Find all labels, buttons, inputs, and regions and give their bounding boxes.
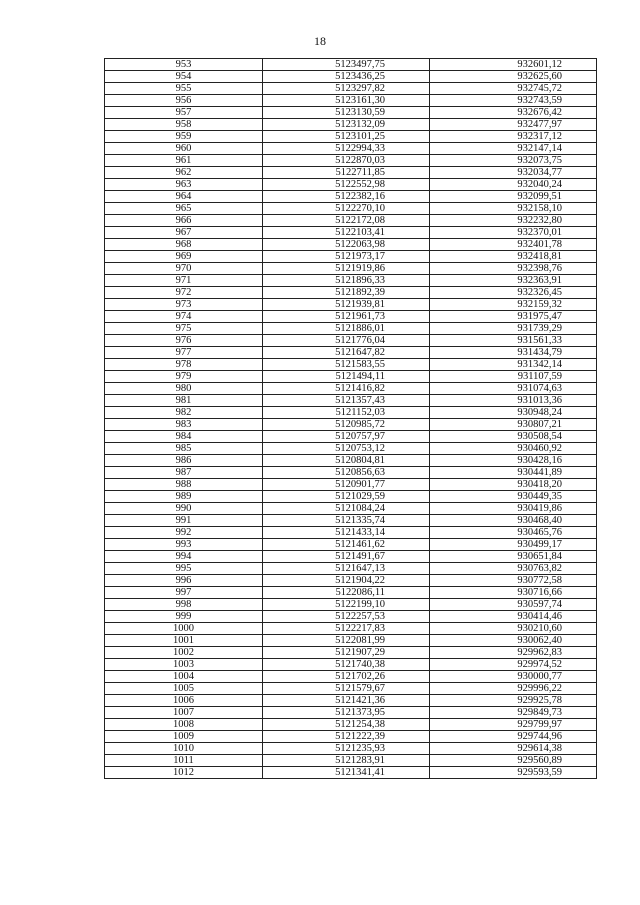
table-row (105, 707, 597, 719)
point-number-cell: 988 (105, 479, 263, 491)
table-row (105, 611, 597, 623)
y-coordinate-cell: 931107,59 (430, 371, 597, 383)
y-coordinate-cell: 930414,46 (430, 611, 597, 623)
x-coordinate-cell: 5121491,67 (263, 551, 430, 563)
point-number-cell: 987 (105, 467, 263, 479)
y-coordinate-cell: 932363,91 (430, 275, 597, 287)
point-number-cell: 980 (105, 383, 263, 395)
y-coordinate-cell: 930418,20 (430, 479, 597, 491)
x-coordinate-cell: 5121904,22 (263, 575, 430, 587)
y-coordinate-cell: 931013,36 (430, 395, 597, 407)
point-number-cell: 998 (105, 599, 263, 611)
y-coordinate-cell: 929614,38 (430, 743, 597, 755)
x-coordinate-cell: 5121647,82 (263, 347, 430, 359)
x-coordinate-cell: 5121776,04 (263, 335, 430, 347)
table-row (105, 431, 597, 443)
y-coordinate-cell: 929996,22 (430, 683, 597, 695)
y-coordinate-cell: 929593,59 (430, 767, 597, 779)
table-row (105, 575, 597, 587)
y-coordinate-cell: 930441,89 (430, 467, 597, 479)
point-number-cell: 975 (105, 323, 263, 335)
point-number-cell: 965 (105, 203, 263, 215)
x-coordinate-cell: 5121152,03 (263, 407, 430, 419)
table-row (105, 71, 597, 83)
y-coordinate-cell: 932743,59 (430, 95, 597, 107)
table-row (105, 719, 597, 731)
x-coordinate-cell: 5123101,25 (263, 131, 430, 143)
y-coordinate-cell: 932370,01 (430, 227, 597, 239)
point-number-cell: 974 (105, 311, 263, 323)
table-row (105, 455, 597, 467)
point-number-cell: 977 (105, 347, 263, 359)
table-row (105, 731, 597, 743)
point-number-cell: 1005 (105, 683, 263, 695)
point-number-cell: 1001 (105, 635, 263, 647)
x-coordinate-cell: 5122552,98 (263, 179, 430, 191)
point-number-cell: 997 (105, 587, 263, 599)
y-coordinate-cell: 930499,17 (430, 539, 597, 551)
y-coordinate-cell: 932073,75 (430, 155, 597, 167)
y-coordinate-cell: 930763,82 (430, 563, 597, 575)
table-row (105, 443, 597, 455)
y-coordinate-cell: 931739,29 (430, 323, 597, 335)
table-row (105, 179, 597, 191)
table-row (105, 371, 597, 383)
table-row (105, 59, 597, 71)
y-coordinate-cell: 930716,66 (430, 587, 597, 599)
x-coordinate-cell: 5121335,74 (263, 515, 430, 527)
point-number-cell: 985 (105, 443, 263, 455)
table-row (105, 695, 597, 707)
point-number-cell: 960 (105, 143, 263, 155)
point-number-cell: 973 (105, 299, 263, 311)
table-row (105, 359, 597, 371)
point-number-cell: 1007 (105, 707, 263, 719)
point-number-cell: 995 (105, 563, 263, 575)
point-number-cell: 967 (105, 227, 263, 239)
x-coordinate-cell: 5123297,82 (263, 83, 430, 95)
y-coordinate-cell: 931074,63 (430, 383, 597, 395)
coordinates-table (104, 58, 597, 779)
point-number-cell: 1003 (105, 659, 263, 671)
point-number-cell: 969 (105, 251, 263, 263)
table-row (105, 275, 597, 287)
x-coordinate-cell: 5122217,83 (263, 623, 430, 635)
point-number-cell: 958 (105, 119, 263, 131)
y-coordinate-cell: 932232,80 (430, 215, 597, 227)
point-number-cell: 982 (105, 407, 263, 419)
table-row (105, 203, 597, 215)
y-coordinate-cell: 932477,97 (430, 119, 597, 131)
x-coordinate-cell: 5121433,14 (263, 527, 430, 539)
x-coordinate-cell: 5121421,36 (263, 695, 430, 707)
point-number-cell: 971 (105, 275, 263, 287)
point-number-cell: 1002 (105, 647, 263, 659)
x-coordinate-cell: 5121961,73 (263, 311, 430, 323)
y-coordinate-cell: 929849,73 (430, 707, 597, 719)
table-row (105, 251, 597, 263)
point-number-cell: 989 (105, 491, 263, 503)
y-coordinate-cell: 932099,51 (430, 191, 597, 203)
table-row (105, 539, 597, 551)
table-row (105, 323, 597, 335)
y-coordinate-cell: 930000,77 (430, 671, 597, 683)
y-coordinate-cell: 929560,89 (430, 755, 597, 767)
x-coordinate-cell: 5121907,29 (263, 647, 430, 659)
x-coordinate-cell: 5121254,38 (263, 719, 430, 731)
y-coordinate-cell: 931434,79 (430, 347, 597, 359)
table-row (105, 503, 597, 515)
point-number-cell: 972 (105, 287, 263, 299)
point-number-cell: 976 (105, 335, 263, 347)
x-coordinate-cell: 5121973,17 (263, 251, 430, 263)
y-coordinate-cell: 930428,16 (430, 455, 597, 467)
y-coordinate-cell: 930210,60 (430, 623, 597, 635)
x-coordinate-cell: 5122870,03 (263, 155, 430, 167)
y-coordinate-cell: 932326,45 (430, 287, 597, 299)
point-number-cell: 956 (105, 95, 263, 107)
y-coordinate-cell: 932398,76 (430, 263, 597, 275)
point-number-cell: 968 (105, 239, 263, 251)
y-coordinate-cell: 929925,78 (430, 695, 597, 707)
y-coordinate-cell: 930465,76 (430, 527, 597, 539)
point-number-cell: 954 (105, 71, 263, 83)
point-number-cell: 953 (105, 59, 263, 71)
x-coordinate-cell: 5121939,81 (263, 299, 430, 311)
point-number-cell: 964 (105, 191, 263, 203)
table-row (105, 131, 597, 143)
table-row (105, 515, 597, 527)
x-coordinate-cell: 5122103,41 (263, 227, 430, 239)
table-row (105, 551, 597, 563)
x-coordinate-cell: 5121919,86 (263, 263, 430, 275)
x-coordinate-cell: 5122081,99 (263, 635, 430, 647)
y-coordinate-cell: 930449,35 (430, 491, 597, 503)
x-coordinate-cell: 5121084,24 (263, 503, 430, 515)
y-coordinate-cell: 932601,12 (430, 59, 597, 71)
point-number-cell: 957 (105, 107, 263, 119)
y-coordinate-cell: 931975,47 (430, 311, 597, 323)
table-row (105, 683, 597, 695)
x-coordinate-cell: 5121647,13 (263, 563, 430, 575)
y-coordinate-cell: 931561,33 (430, 335, 597, 347)
point-number-cell: 963 (105, 179, 263, 191)
y-coordinate-cell: 932159,32 (430, 299, 597, 311)
table-row (105, 227, 597, 239)
point-number-cell: 1000 (105, 623, 263, 635)
y-coordinate-cell: 930948,24 (430, 407, 597, 419)
table-row (105, 743, 597, 755)
x-coordinate-cell: 5122257,53 (263, 611, 430, 623)
y-coordinate-cell: 929962,83 (430, 647, 597, 659)
x-coordinate-cell: 5123132,09 (263, 119, 430, 131)
table-row (105, 563, 597, 575)
y-coordinate-cell: 930062,40 (430, 635, 597, 647)
y-coordinate-cell: 929974,52 (430, 659, 597, 671)
x-coordinate-cell: 5122086,11 (263, 587, 430, 599)
y-coordinate-cell: 932401,78 (430, 239, 597, 251)
y-coordinate-cell: 929744,96 (430, 731, 597, 743)
table-row (105, 335, 597, 347)
page-number: 18 (314, 34, 326, 48)
point-number-cell: 981 (105, 395, 263, 407)
x-coordinate-cell: 5121886,01 (263, 323, 430, 335)
table-row (105, 215, 597, 227)
point-number-cell: 1012 (105, 767, 263, 779)
x-coordinate-cell: 5121583,55 (263, 359, 430, 371)
point-number-cell: 1006 (105, 695, 263, 707)
x-coordinate-cell: 5121702,26 (263, 671, 430, 683)
coordinates-table-body (105, 59, 597, 779)
point-number-cell: 983 (105, 419, 263, 431)
point-number-cell: 992 (105, 527, 263, 539)
x-coordinate-cell: 5123436,25 (263, 71, 430, 83)
point-number-cell: 978 (105, 359, 263, 371)
x-coordinate-cell: 5122172,08 (263, 215, 430, 227)
table-row (105, 647, 597, 659)
x-coordinate-cell: 5122994,33 (263, 143, 430, 155)
y-coordinate-cell: 930597,74 (430, 599, 597, 611)
table-row (105, 143, 597, 155)
table-row (105, 263, 597, 275)
table-row (105, 407, 597, 419)
y-coordinate-cell: 932034,77 (430, 167, 597, 179)
table-row (105, 491, 597, 503)
table-row (105, 383, 597, 395)
y-coordinate-cell: 930807,21 (430, 419, 597, 431)
y-coordinate-cell: 931342,14 (430, 359, 597, 371)
x-coordinate-cell: 5123497,75 (263, 59, 430, 71)
x-coordinate-cell: 5121235,93 (263, 743, 430, 755)
point-number-cell: 970 (105, 263, 263, 275)
y-coordinate-cell: 930419,86 (430, 503, 597, 515)
table-row (105, 167, 597, 179)
point-number-cell: 959 (105, 131, 263, 143)
table-row (105, 119, 597, 131)
x-coordinate-cell: 5121579,67 (263, 683, 430, 695)
x-coordinate-cell: 5121222,39 (263, 731, 430, 743)
point-number-cell: 962 (105, 167, 263, 179)
table-row (105, 767, 597, 779)
x-coordinate-cell: 5121373,95 (263, 707, 430, 719)
table-row (105, 347, 597, 359)
x-coordinate-cell: 5121357,43 (263, 395, 430, 407)
y-coordinate-cell: 932418,81 (430, 251, 597, 263)
table-row (105, 599, 597, 611)
x-coordinate-cell: 5121029,59 (263, 491, 430, 503)
table-row (105, 755, 597, 767)
x-coordinate-cell: 5121896,33 (263, 275, 430, 287)
y-coordinate-cell: 932158,10 (430, 203, 597, 215)
table-row (105, 311, 597, 323)
table-row (105, 107, 597, 119)
table-row (105, 671, 597, 683)
x-coordinate-cell: 5121341,41 (263, 767, 430, 779)
x-coordinate-cell: 5123161,30 (263, 95, 430, 107)
point-number-cell: 961 (105, 155, 263, 167)
x-coordinate-cell: 5122270,10 (263, 203, 430, 215)
point-number-cell: 993 (105, 539, 263, 551)
table-row (105, 239, 597, 251)
y-coordinate-cell: 930651,84 (430, 551, 597, 563)
point-number-cell: 986 (105, 455, 263, 467)
table-row (105, 479, 597, 491)
point-number-cell: 990 (105, 503, 263, 515)
table-row (105, 299, 597, 311)
point-number-cell: 999 (105, 611, 263, 623)
table-row (105, 635, 597, 647)
point-number-cell: 979 (105, 371, 263, 383)
y-coordinate-cell: 932317,12 (430, 131, 597, 143)
y-coordinate-cell: 932040,24 (430, 179, 597, 191)
y-coordinate-cell: 930508,54 (430, 431, 597, 443)
x-coordinate-cell: 5120856,63 (263, 467, 430, 479)
table-row (105, 83, 597, 95)
point-number-cell: 994 (105, 551, 263, 563)
table-row (105, 623, 597, 635)
x-coordinate-cell: 5121416,82 (263, 383, 430, 395)
table-row (105, 287, 597, 299)
point-number-cell: 984 (105, 431, 263, 443)
point-number-cell: 1004 (105, 671, 263, 683)
x-coordinate-cell: 5121461,62 (263, 539, 430, 551)
point-number-cell: 966 (105, 215, 263, 227)
y-coordinate-cell: 929799,97 (430, 719, 597, 731)
x-coordinate-cell: 5120901,77 (263, 479, 430, 491)
x-coordinate-cell: 5120757,97 (263, 431, 430, 443)
y-coordinate-cell: 932147,14 (430, 143, 597, 155)
point-number-cell: 1009 (105, 731, 263, 743)
y-coordinate-cell: 930468,40 (430, 515, 597, 527)
table-row (105, 659, 597, 671)
x-coordinate-cell: 5122063,98 (263, 239, 430, 251)
x-coordinate-cell: 5120985,72 (263, 419, 430, 431)
table-row (105, 191, 597, 203)
y-coordinate-cell: 932676,42 (430, 107, 597, 119)
table-row (105, 95, 597, 107)
x-coordinate-cell: 5123130,59 (263, 107, 430, 119)
table-row (105, 527, 597, 539)
x-coordinate-cell: 5120804,81 (263, 455, 430, 467)
table-row (105, 419, 597, 431)
y-coordinate-cell: 930460,92 (430, 443, 597, 455)
y-coordinate-cell: 932625,60 (430, 71, 597, 83)
x-coordinate-cell: 5122382,16 (263, 191, 430, 203)
x-coordinate-cell: 5122199,10 (263, 599, 430, 611)
point-number-cell: 1011 (105, 755, 263, 767)
x-coordinate-cell: 5121494,11 (263, 371, 430, 383)
x-coordinate-cell: 5121740,38 (263, 659, 430, 671)
table-row (105, 395, 597, 407)
x-coordinate-cell: 5120753,12 (263, 443, 430, 455)
x-coordinate-cell: 5121283,91 (263, 755, 430, 767)
table-row (105, 467, 597, 479)
table-row (105, 587, 597, 599)
point-number-cell: 955 (105, 83, 263, 95)
point-number-cell: 991 (105, 515, 263, 527)
point-number-cell: 996 (105, 575, 263, 587)
y-coordinate-cell: 930772,58 (430, 575, 597, 587)
x-coordinate-cell: 5122711,85 (263, 167, 430, 179)
table-row (105, 155, 597, 167)
x-coordinate-cell: 5121892,39 (263, 287, 430, 299)
point-number-cell: 1008 (105, 719, 263, 731)
point-number-cell: 1010 (105, 743, 263, 755)
y-coordinate-cell: 932745,72 (430, 83, 597, 95)
